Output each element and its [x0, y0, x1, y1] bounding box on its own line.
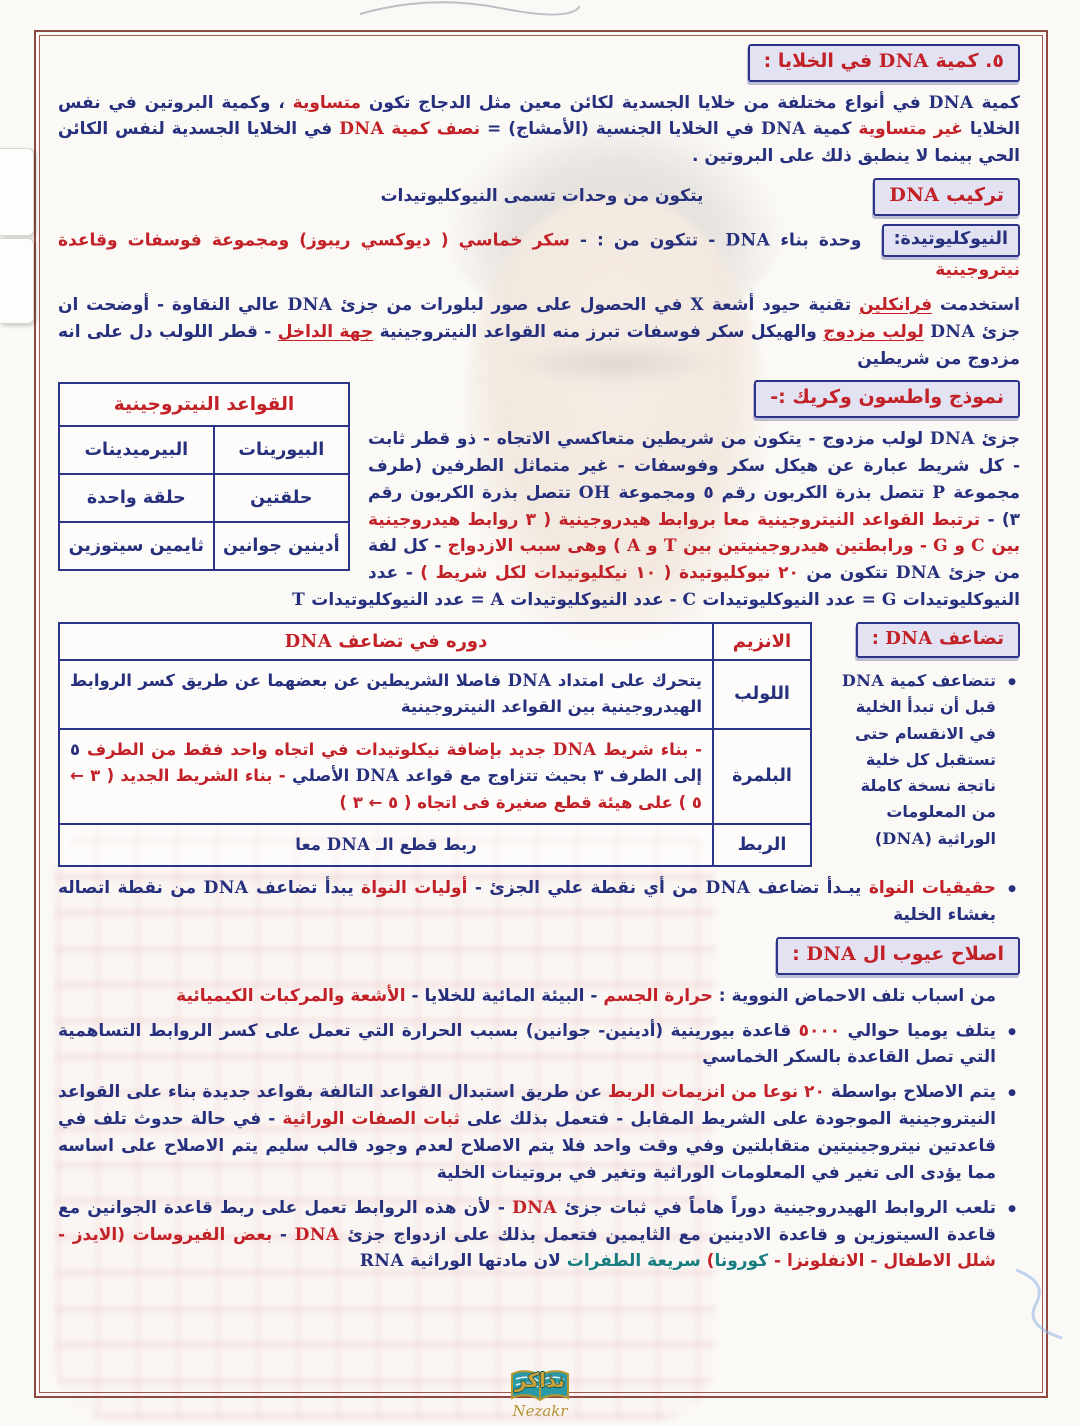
enzymes-table-wrap — [58, 622, 812, 867]
dna-structure-header-box: تركيب DNA — [873, 178, 1020, 216]
enzymes-col-enzyme: الانزيم — [713, 623, 811, 660]
watson-crick-header-box: نموذج واطسون وكريك :- — [754, 380, 1020, 418]
logo-latin-text: Nezakr — [512, 1402, 568, 1420]
nucleotide-label-box: النيوكليوتيدة: — [882, 224, 1020, 257]
table-row — [59, 660, 811, 729]
repair-header-box: اصلاح عيوب ال DNA : — [776, 937, 1020, 975]
table-row — [59, 426, 349, 474]
dna-amount-header-box: ٥. كمية DNA في الخلايا : — [748, 44, 1020, 82]
bullet-replication-amount: ● تتضاعف كمية DNA قبل أن تبدأ الخلية في الانقسام حتى تستقبل كل خلية ناتجة نسخة كاملة من المعلومات الوراثية (DNA) — [834, 668, 1020, 852]
bases-cell-one-ring: حلقة واحدة — [59, 474, 214, 522]
replication-header-box: تضاعف DNA : — [856, 622, 1020, 658]
paragraph-dna-amount: كمية DNA في أنواع مختلفة من خلايا الجسدية لكائن معين مثل الدجاج تكون متساوية ، وكمية البروتين في نفس الخلايا غير متساوية كمية DNA في الخلايا الجنسية (الأمشاج) = نصف كمية DNA في الخلايا الجسدية لنفس الكائن الحي بينما لا ينطبق ذلك على البروتين . — [58, 92, 1020, 167]
bases-cell-pyrimidines: البيرميدينات — [59, 426, 214, 474]
enzymes-table — [58, 622, 812, 867]
replication-sidebar — [834, 622, 1020, 852]
paragraph-franklin: استخدمت فرانكلين تقنية حيود أشعة X في الحصول على صور لبلورات من جزئ DNA عالي النقاوة - أوضحت ان جزئ DNA لولب مزدوج والهيكل سكر فوسفات تبرز منه القواعد النيتروجينية جهة الداخل - قطر اللولب دل على انه مزدوج من شريطين — [58, 294, 1020, 369]
enzyme-name-polymerase: البلمرة — [713, 729, 811, 824]
bases-cell-two-rings: حلقتين — [214, 474, 349, 522]
bases-table-title: القواعد النيتروجينية — [59, 383, 349, 426]
table-row — [59, 474, 349, 522]
nucleotide-text: وحدة بناء DNA - تتكون من : - سكر خماسي ( ديوكسي ريبوز) ومجموعة فوسفات وقاعدة نيتروجينية — [58, 230, 1020, 281]
scan-artifact-tab — [0, 148, 34, 236]
section-dna-amount — [58, 44, 1020, 82]
paragraph-watson-crick: جزئ DNA لولب مزدوج - يتكون من شريطين متعاكسي الاتجاه - ذو قطر ثابت - كل شريط عبارة عن هيكل سكر وفوسفات - غير متماثل الطرفين (طرف مجموعة P تتصل بذرة الكربون رقم ٥ ومجموعة OH تتصل بذرة الكربون رقم ٣) - ترتبط القواعد النيتروجينية معا بروابط هيدروجينية ( ٣ روابط هيدروجينية بين C و G - ورابطتين هيدروجينيتين بين T و A ) وهى سبب الازدواج - كل لفة من جزئ DNA تتكون من ٢٠ نيوكليوتيدة ( ١٠ نيكليوتيدات لكل شريط ) - عدد النيوكليوتيدات G = عدد النيوكليوتيدات C - عدد النيوكليوتيدات A = عدد النيوكليوتيدات T — [292, 429, 1020, 611]
scan-artifact-scribble — [1004, 1262, 1074, 1348]
section-dna-repair — [58, 937, 1020, 975]
table-row — [59, 522, 349, 570]
table-row — [59, 383, 349, 426]
publisher-logo — [508, 1368, 572, 1420]
bullet-replication-origin: ● حقيقيات النواة يبـدأ تضاعف DNA من أي نقطة علي الجزئ - أوليات النواة يبدأ تضاعف DNA من نقطة اتصاله بغشاء الخلية — [58, 875, 1020, 929]
enzymes-col-role: دوره في تضاعف DNA — [59, 623, 713, 660]
section-watson-crick — [58, 380, 1020, 614]
paragraph-nucleotide — [58, 224, 1020, 284]
paragraph-repair-causes: من اسباب تلف الاحماض النووية : حرارة الجسم - البيئة المائية للخلايا - الأشعة والمركبات الكيميائية — [176, 985, 996, 1006]
bases-cell-adenine-guanine: أدينين جوانين — [214, 522, 349, 570]
bullet-repair-daily-damage: ● يتلف يوميا حوالي ٥٠٠٠ قاعدة بيورينية (أدينين- جوانين) بسبب الحرارة التي تعمل على كسر الروابط التساهمية التي تصل القاعدة بالسكر الخماسي — [58, 1018, 1020, 1072]
table-row — [59, 729, 811, 824]
scan-artifact-curve — [360, 0, 580, 18]
section-dna-structure — [58, 178, 1020, 216]
bases-cell-thymine-cytosine: ثايمين سيتوزين — [59, 522, 214, 570]
bullet-repair-enzymes: ● يتم الاصلاح بواسطة ٢٠ نوعا من انزيمات الربط عن طريق استبدال القواعد التالفة بقواعد جديدة بناء على القواعد النيتروجينية الموجودة على الشريط المقابل - فتعمل بذلك على ثبات الصفات الوراثية - في حالة حدوث تلف في قاعدتين نيتروجينيتين متقابلتين وفي وقت واحد فلا يتم الاصلاح لعدم وجود قالب سليم يتم الاصلاح على اساسه مما يؤدى الى تغير في المعلومات الوراثية وتغير في بروتينات الخلية — [58, 1079, 1020, 1186]
dna-structure-text: يتكون من وحدات تسمى النيوكليوتيدات — [380, 186, 704, 207]
bases-cell-purines: البيورينات — [214, 426, 349, 474]
table-row — [59, 623, 811, 660]
nitrogenous-bases-table — [58, 382, 350, 571]
enzyme-name-ligase: الربط — [713, 824, 811, 866]
table-row — [59, 824, 811, 866]
enzyme-role-helicase: يتحرك على امتداد DNA فاصلا الشريطين عن بعضهما عن طريق كسر الروابط الهيدروجينية بين القواعد النيتروجينية — [59, 660, 713, 729]
logo-arabic-text: نذاكر — [515, 1368, 565, 1392]
enzyme-role-ligase: ربط قطع الـ DNA معا — [59, 824, 713, 866]
enzyme-name-helicase: اللولب — [713, 660, 811, 729]
bullet-repair-hydrogen-bonds: ● تلعب الروابط الهيدروجينية دوراً هاماً في ثبات جزئ DNA - لأن هذه الروابط تعمل على ربط قاعدة الجوانين مع قاعدة السيتوزين و قاعدة الادينين مع الثايمين فتعمل بذلك على ازدواج جزئ DNA - بعض الفيروسات (الايدز - شلل الاطفال - الانفلونزا - كورونا) سريعة الطفرات لان مادتها الوراثية RNA — [58, 1195, 1020, 1276]
enzyme-role-polymerase: - بناء شريط DNA جديد بإضافة نيكلوتيدات في اتجاه واحد فقط من الطرف ٥ إلى الطرف ٣ بحيث تتزاوج مع قواعد DNA الأصلي - بناء الشريط الجديد ( ٣ ← ٥ ) على هيئة قطع صغيرة فى اتجاه ( ٥ ← ٣ ) — [59, 729, 713, 824]
section-replication — [58, 622, 1020, 867]
scan-artifact-tab — [0, 238, 34, 324]
page-content — [58, 44, 1020, 1388]
